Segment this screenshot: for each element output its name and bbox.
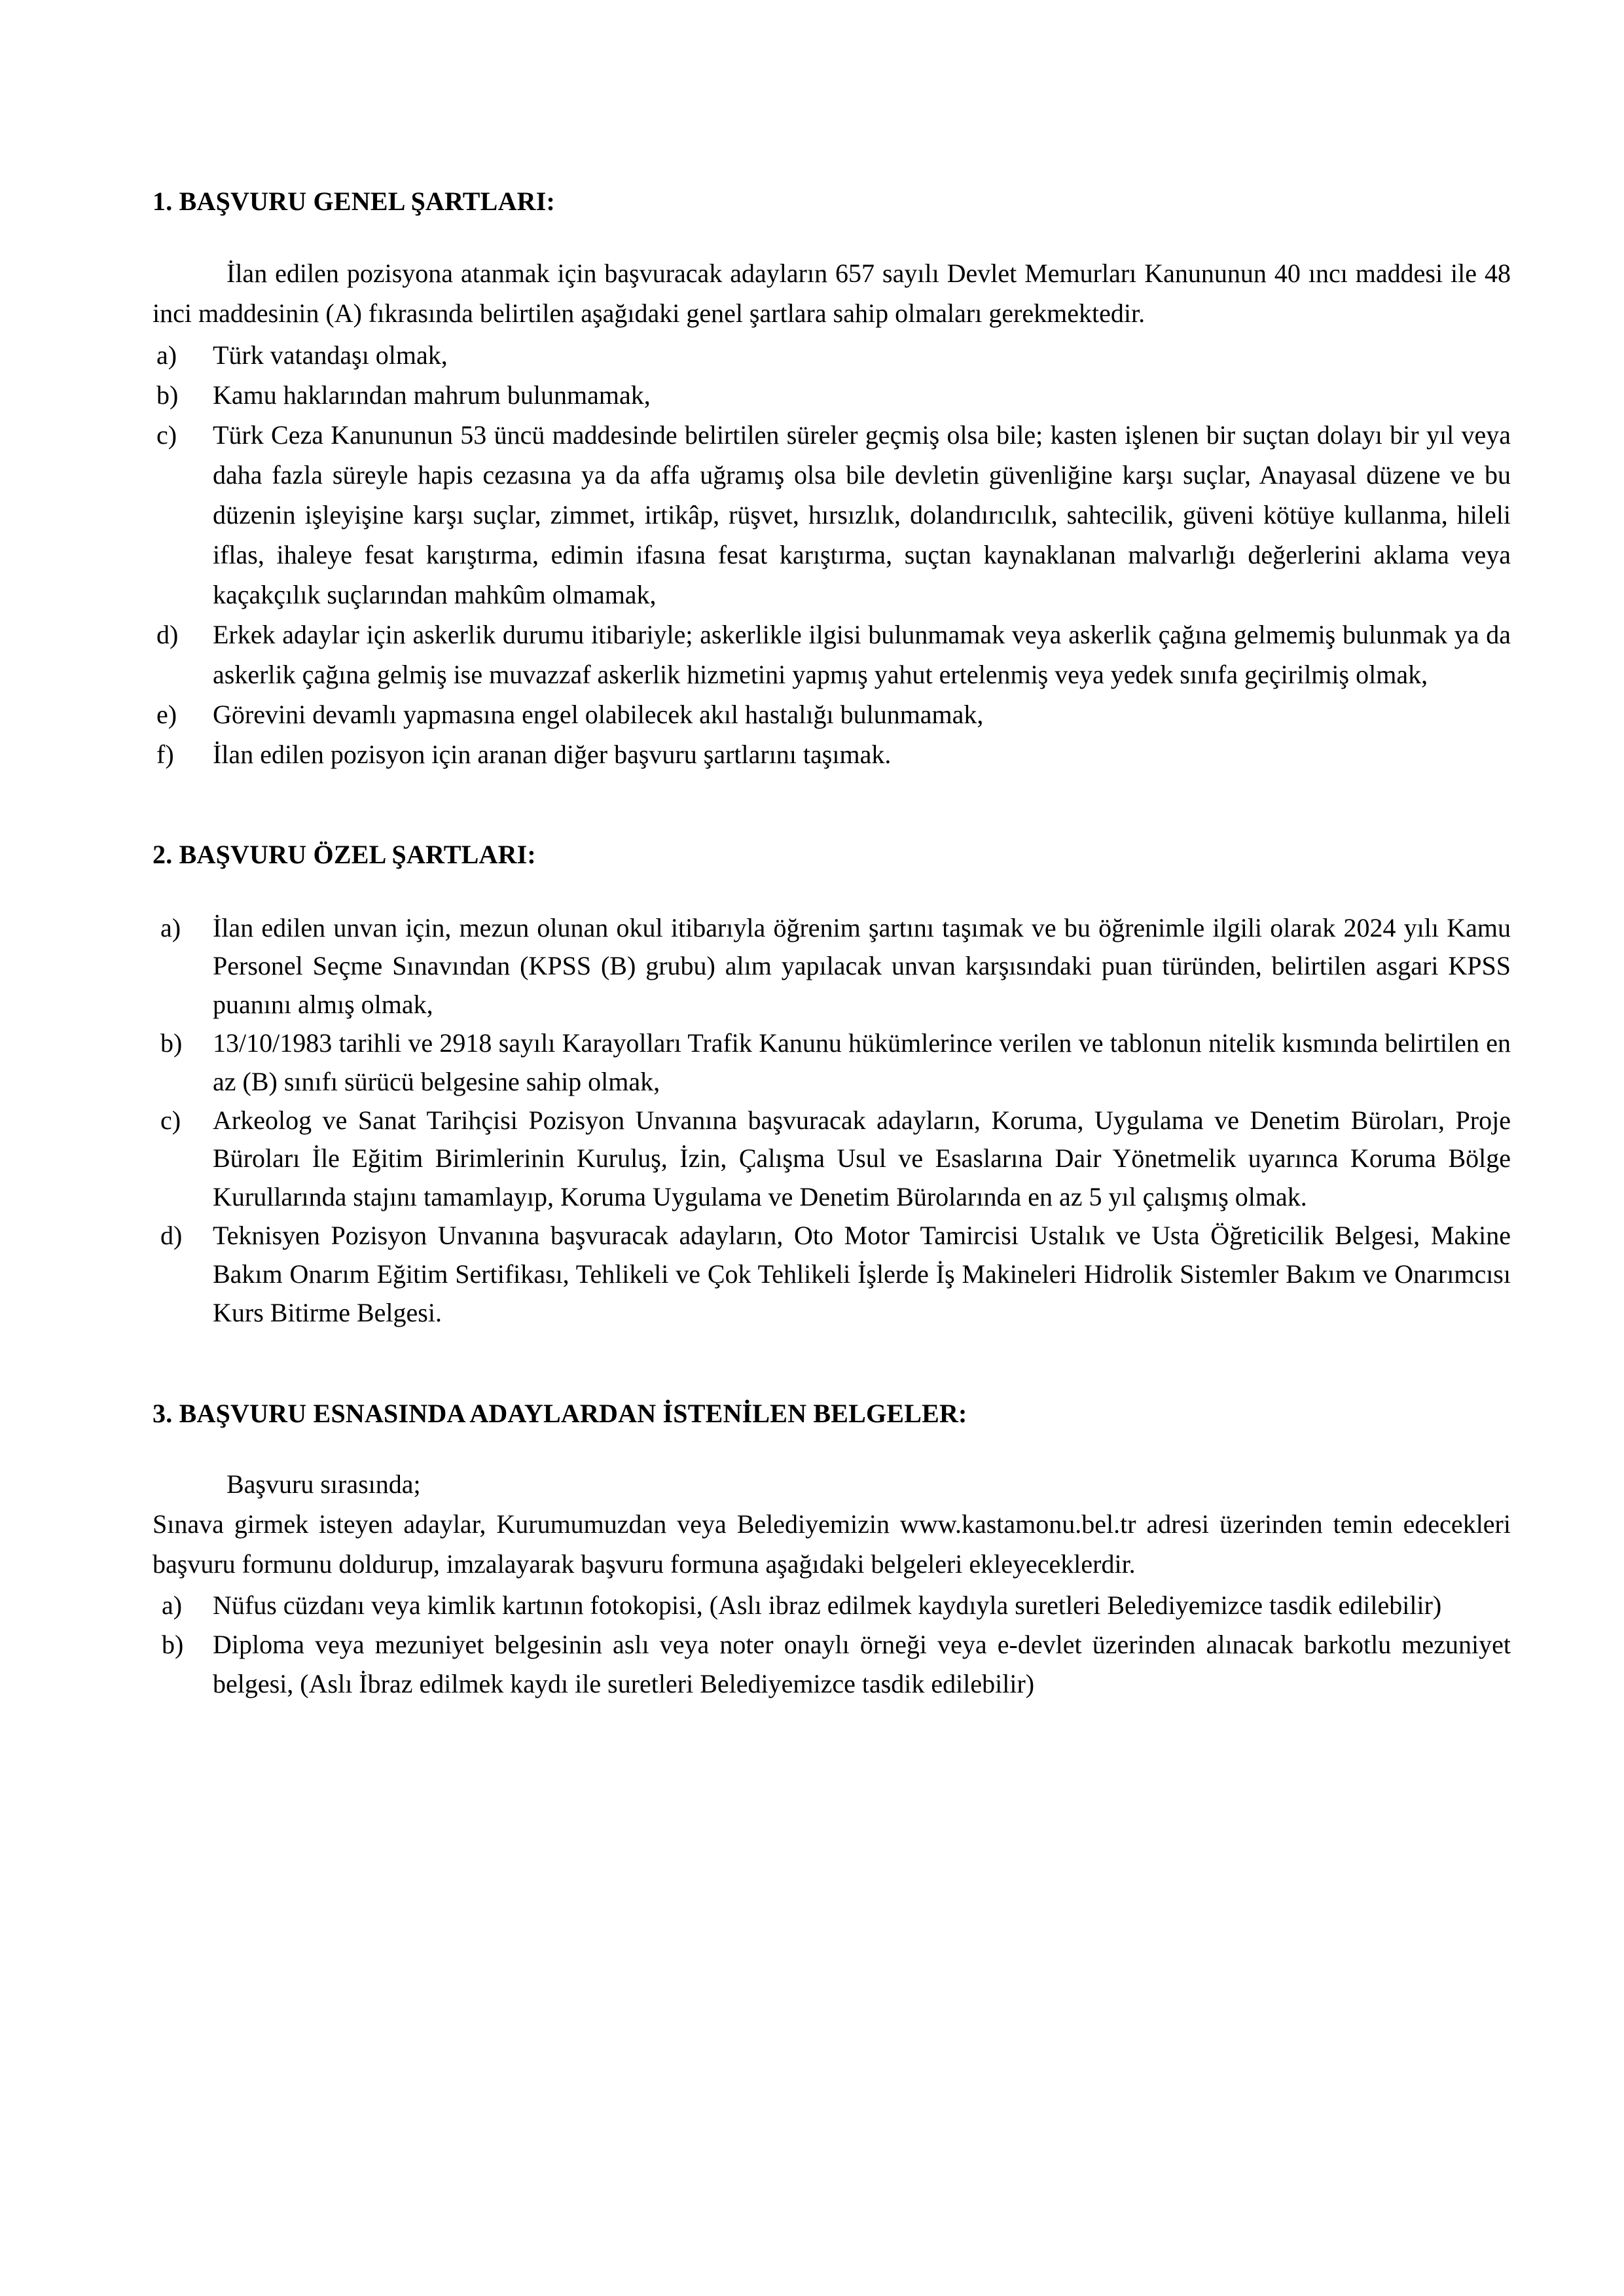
list-marker: a)	[156, 340, 177, 370]
list-item-text: Görevini devamlı yapmasına engel olabilecek akıl hastalığı bulunmamak,	[213, 699, 984, 729]
list-marker: e)	[156, 699, 177, 729]
list-marker: b)	[160, 1028, 183, 1058]
list-marker: f)	[156, 739, 174, 769]
list-item	[153, 1625, 1511, 1704]
list-marker: b)	[162, 1629, 184, 1659]
section-2-list	[153, 909, 1511, 1333]
list-item-text: Kamu haklarından mahrum bulunmamak,	[213, 380, 651, 410]
list-item-text: Arkeolog ve Sanat Tarihçisi Pozisyon Unvanına başvuracak adayların, Koruma, Uygulama ve Denetim Büroları, Proje Büroları İle Eğitim Birimlerinin Kuruluş, İzin, Çalışma Usul ve Esaslarına Dair Yönetmelik uyarınca Koruma Bölge Kurullarında stajını tamamlayıp, Koruma Uygulama ve Denetim Bürolarında en az 5 yıl çalışmış olmak.	[213, 1105, 1511, 1212]
section-3-list	[153, 1586, 1511, 1704]
list-item	[153, 335, 1511, 375]
list-item	[153, 1102, 1511, 1217]
document-content	[153, 0, 1511, 1704]
list-item	[153, 734, 1511, 774]
list-item	[153, 1024, 1511, 1102]
list-marker: c)	[160, 1105, 181, 1135]
list-item	[153, 375, 1511, 415]
list-item-text: Diploma veya mezuniyet belgesinin aslı veya noter onaylı örneği veya e-devlet üzerinden alınacak barkotlu mezuniyet belgesi, (Aslı İbraz edilmek kaydı ile suretleri Belediyemizce tasdik edilebilir)	[213, 1629, 1511, 1698]
section-3-heading: 3. BAŞVURU ESNASINDA ADAYLARDAN İSTENİLEN BELGELER:	[153, 1399, 967, 1429]
section-3-intro-block	[153, 1465, 1511, 1584]
list-marker: a)	[160, 912, 181, 942]
section-3-intro-line-1: Başvuru sırasında;	[226, 1469, 421, 1499]
list-marker: b)	[156, 380, 179, 410]
section-1-list	[153, 335, 1511, 774]
list-item-text: Türk Ceza Kanununun 53 üncü maddesinde belirtilen süreler geçmiş olsa bile; kasten işlenen bir suçtan dolayı bir yıl veya daha fazla süreyle hapis cezasına ya da affa uğramış olsa bile devletin güvenliğine karşı suçlar, Anayasal düzene ve bu düzenin işleyişine karşı suçlar, zimmet, irtikâp, rüşvet, hırsızlık, dolandırıcılık, sahtecilik, güveni kötüye kullanma, hileli iflas, ihaleye fesat karıştırma, edimin ifasına fesat karıştırma, suçtan kaynaklanan malvarlığı değerlerini aklama veya kaçakçılık suçlarından mahkûm olmamak,	[213, 420, 1511, 609]
list-item-text: 13/10/1983 tarihli ve 2918 sayılı Karayolları Trafik Kanunu hükümlerince verilen ve tablonun nitelik kısmında belirtilen en az (B) sınıfı sürücü belgesine sahip olmak,	[213, 1028, 1511, 1096]
list-marker: c)	[156, 420, 177, 450]
list-item-text: İlan edilen pozisyon için aranan diğer başvuru şartlarını taşımak.	[213, 739, 892, 769]
list-item	[153, 415, 1511, 615]
list-marker: d)	[160, 1220, 183, 1250]
section-1-heading: 1. BAŞVURU GENEL ŞARTLARI:	[153, 187, 556, 216]
list-item-text: Teknisyen Pozisyon Unvanına başvuracak adayların, Oto Motor Tamircisi Ustalık ve Usta Öğreticilik Belgesi, Makine Bakım Onarım Eğitim Sertifikası, Tehlikeli ve Çok Tehlikeli İşlerde İş Makineleri Hidrolik Sistemler Bakım ve Onarımcısı Kurs Bitirme Belgesi.	[213, 1220, 1511, 1327]
list-item-text: İlan edilen unvan için, mezun olunan okul itibarıyla öğrenim şartını taşımak ve bu öğrenimle ilgili olarak 2024 yılı Kamu Personel Seçme Sınavından (KPSS (B) grubu) alım yapılacak unvan karşısındaki puan türünden, belirtilen asgari KPSS puanını almış olmak,	[213, 912, 1511, 1020]
list-item	[153, 1217, 1511, 1332]
list-marker: a)	[162, 1590, 183, 1620]
section-3-intro-line-2: Sınava girmek isteyen adaylar, Kurumumuzdan veya Belediyemizin www.kastamonu.bel.tr adresi üzerinden temin edecekleri başvuru formunu doldurup, imzalayarak başvuru formuna aşağıdaki belgeleri ekleyeceklerdir.	[153, 1509, 1511, 1579]
section-2-heading: 2. BAŞVURU ÖZEL ŞARTLARI:	[153, 839, 536, 869]
list-item	[153, 909, 1511, 1024]
list-marker: d)	[156, 619, 179, 649]
list-item-text: Türk vatandaşı olmak,	[213, 340, 448, 370]
list-item-text: Nüfus cüzdanı veya kimlik kartının fotokopisi, (Aslı ibraz edilmek kaydıyla suretleri Belediyemizce tasdik edilebilir)	[213, 1590, 1442, 1620]
list-item	[153, 615, 1511, 694]
section-1-intro-paragraph: İlan edilen pozisyona atanmak için başvuracak adayların 657 sayılı Devlet Memurları Kanununun 40 ıncı maddesi ile 48 inci maddesinin (A) fıkrasında belirtilen aşağıdaki genel şartlara sahip olmaları gerekmektedir.	[153, 259, 1511, 328]
list-item	[153, 694, 1511, 734]
list-item	[153, 1586, 1511, 1625]
list-item-text: Erkek adaylar için askerlik durumu itibariyle; askerlikle ilgisi bulunmamak veya askerlik çağına gelmemiş bulunmak ya da askerlik çağına gelmiş ise muvazzaf askerlik hizmetini yapmış yahut ertelenmiş veya yedek sınıfa geçirilmiş olmak,	[213, 619, 1511, 689]
